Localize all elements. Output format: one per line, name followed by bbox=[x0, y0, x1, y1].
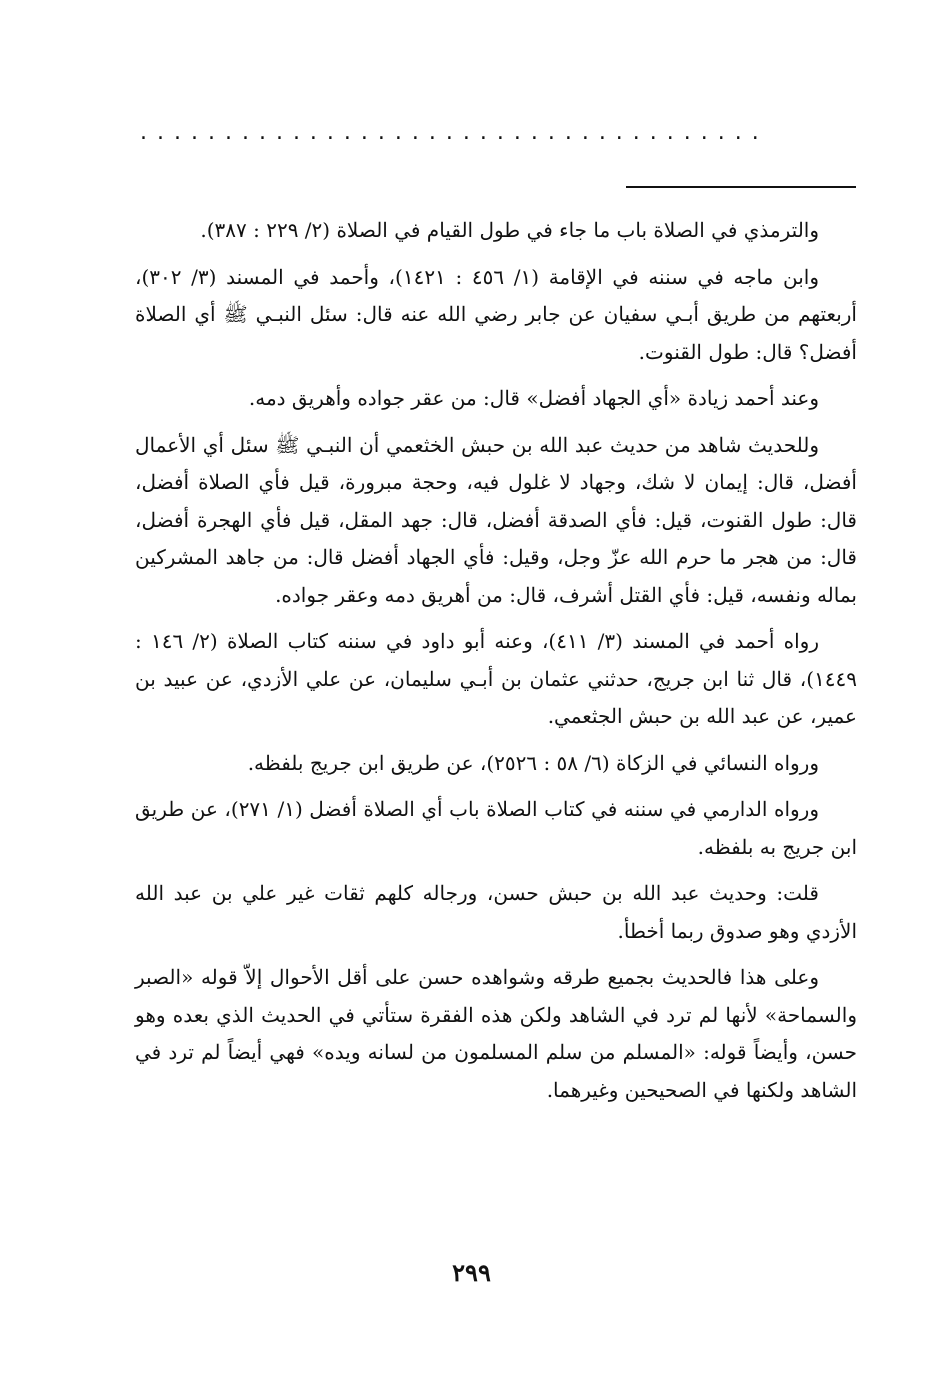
footnote-text-block bbox=[135, 212, 857, 1118]
paragraph-nasai: ورواه النسائي في الزكاة (٦/ ٥٨ : ٢٥٢٦)، عن طريق ابن جريج بلفظه. bbox=[247, 750, 819, 775]
page-number: ٢٩٩ bbox=[452, 1258, 491, 1287]
paragraph-ahmad-narration: رواه أحمد في المسند (٣/ ٤١١)، وعنه أبو داود في سننه كتاب الصلاة (٢/ ١٤٦ : ١٤٤٩)، قال ثنا ابن جريج، حدثني عثمان بن أبـي سليمان، عن علي الأزدي، عن عبيد بن عمير، عن عبد الله بن حبش الجثعمي. bbox=[135, 629, 857, 728]
paragraph-ahmad-addition: وعند أحمد زيادة «أي الجهاد أفضل» قال: من عقر جواده وأهريق دمه. bbox=[248, 386, 819, 410]
paragraph-conclusion: وعلى هذا فالحديث بجميع طرقه وشواهده حسن على أقل الأحوال إلاّ قوله «الصبر والسماحة» لأنها لم ترد في الشاهد ولكن هذه الفقرة ستأتي في الحديث الذي بعده وهو حسن، وأيضاً قوله: «المسلم من سلم المسلمون من لسانه ويده» فهي أيضاً لم ترد في الشاهد ولكنها في الصحيحين وغيرهما. bbox=[135, 965, 857, 1102]
paragraph-witness-hadith: وللحديث شاهد من حديث عبد الله بن حبش الخثعمي أن النبـي ﷺ سئل أي الأعمال أفضل، قال: إيمان لا شك، وجهاد لا غلول فيه، وحجة مبرورة، قيل فأي الصلاة أفضل، قال: طول القنوت، قيل: فأي الصدقة أفضل، قال: جهد المقل، قيل فأي الهجرة أفضل، قال: من هجر ما حرم الله عزّ وجل، وقيل: فأي الجهاد أفضل قال: من جاهد المشركين بماله ونفسه، قيل: فأي القتل أشرف، قال: من أهريق دمه وعقر جواده. bbox=[135, 432, 857, 607]
header-dotted-line: ..................................... bbox=[140, 120, 769, 145]
paragraph-darimi: ورواه الدارمي في سننه في كتاب الصلاة باب أي الصلاة أفضل (١/ ٢٧١)، عن طريق ابن جريج به بلفظه. bbox=[135, 797, 857, 859]
paragraph-ibn-majah: وابن ماجه في سننه في الإقامة (١/ ٤٥٦ : ١٤٢١)، وأحمد في المسند (٣/ ٣٠٢)، أربعتهم من طريق أبـي سفيان عن جابر رضي الله عنه قال: سئل النبـي ﷺ أي الصلاة أفضل؟ قال: طول القنوت. bbox=[135, 264, 857, 364]
footnote-separator-rule bbox=[626, 186, 856, 188]
paragraph-tirmidhi: والترمذي في الصلاة باب ما جاء في طول القيام في الصلاة (٢/ ٢٢٩ : ٣٨٧). bbox=[200, 218, 819, 242]
paragraph-grading: قلت: وحديث عبد الله بن حبش حسن، ورجاله كلهم ثقات غير علي بن عبد الله الأزدي وهو صدوق ربما أخطأ. bbox=[135, 881, 857, 943]
